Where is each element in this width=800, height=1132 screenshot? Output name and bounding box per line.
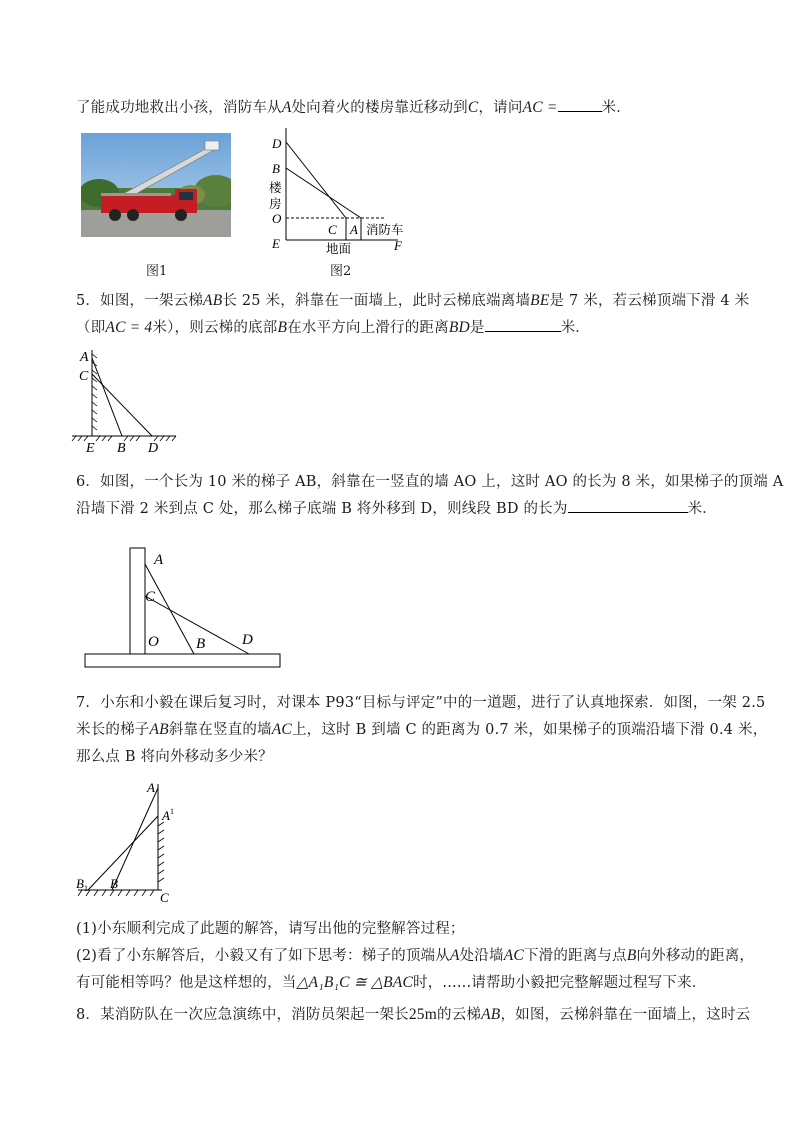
q5-text: 米． (560, 320, 590, 336)
label-a: A (350, 222, 358, 237)
q5-text: 是 7 米，若云梯顶端下滑 4 米 (549, 293, 750, 309)
var-ac: AC (271, 721, 292, 738)
svg-text:O: O (148, 634, 159, 650)
svg-text:A: A (147, 780, 155, 795)
q4-text: 处向着火的楼房靠近移动到 (291, 100, 468, 116)
q5-line1 (76, 289, 749, 310)
q7-line1: 7．小东和小毅在课后复习时，对课本 P93“目标与评定”中的一道题，进行了认真地探索．如图，一架 2.5 (76, 695, 766, 711)
q5-text: 米），则云梯的底部 (152, 320, 278, 336)
q8-text: 8．某消防队在一次应急演练中，消防员架起一架长 (76, 1007, 409, 1023)
q5-text: 在水平方向上滑行的距离 (287, 320, 449, 336)
var-ab: AB (481, 1006, 501, 1023)
fire-truck-photo (81, 133, 231, 237)
var-b: B (277, 319, 288, 336)
q4-text: ，请问 (478, 100, 523, 116)
svg-text:B1: $B_1$ (76, 876, 88, 893)
q5-text: 长 25 米，斜靠在一面墙上，此时云梯底端离墙 (222, 293, 531, 309)
svg-text:D: D (148, 441, 159, 456)
var-b: B (626, 947, 637, 964)
q7-text: (2)看了小东解答后，小毅又有了如下思考：梯子的顶端从 (76, 948, 450, 964)
q7-text: 斜靠在竖直的墙 (168, 722, 272, 738)
q7-text: 下滑的距离与点 (523, 948, 627, 964)
label-truck: 消防车 (366, 222, 404, 237)
label-b: B (272, 161, 280, 176)
q7-text: 有可能相等吗？他是这样想的，当 (76, 975, 297, 991)
svg-text:C: C (145, 589, 156, 605)
length-value: 25m (408, 1006, 437, 1023)
q7-text: 处沿墙 (459, 948, 504, 964)
label-c: C (328, 222, 337, 237)
label-f: F (394, 238, 402, 253)
var-a: A (449, 947, 460, 964)
q5-line2 (76, 316, 590, 337)
label-ground: 地面 (326, 241, 352, 254)
var-bd: BD (448, 319, 470, 336)
fig2-diagram (266, 124, 416, 254)
q6-line1: 6．如图，一个长为 10 米的梯子 AB，斜靠在一竖直的墙 AO 上，这时 AO 的长为 8 米，如果梯子的顶端 A (76, 474, 784, 490)
svg-text:E: E (86, 441, 95, 456)
var-ab: AB (149, 721, 169, 738)
q7-sub2-line1 (76, 944, 754, 965)
q7-text: 米长的梯子 (76, 722, 150, 738)
q8-text: ，如图，云梯斜靠在一面墙上，这时云 (500, 1007, 751, 1023)
q4-text: 了能成功地救出小孩，消防车从 (76, 100, 282, 116)
var-ac: AC (503, 947, 524, 964)
q7-text: 时，......请帮助小毅把完整解题过程写下来． (413, 975, 707, 991)
var-ab: AB (203, 292, 223, 309)
var-be: BE (530, 292, 550, 309)
label-d: D (272, 136, 282, 151)
q7-diagram (72, 776, 182, 906)
q5-text: （即 (76, 320, 106, 336)
q8-text: 的云梯 (437, 1007, 482, 1023)
q5-text: 是 (469, 320, 485, 336)
svg-text:B: B (110, 876, 118, 891)
svg-text:B: B (196, 636, 206, 652)
q6-text: 沿墙下滑 2 米到点 C 处，那么梯子底端 B 将外移到 D，则线段 BD 的长为 (76, 501, 568, 517)
q8-line1 (76, 1003, 750, 1024)
q7-text: 上，这时 B 到墙 C 的距离为 0.7 米，如果梯子的顶端沿墙下滑 0.4 米， (291, 722, 768, 738)
answer-blank (558, 97, 602, 112)
svg-text:A: A (80, 350, 89, 365)
q7-sub2-line2 (76, 971, 706, 992)
q7-sub1: (1)小东顺利完成了此题的解答，请写出他的完整解答过程； (76, 921, 465, 937)
var-a: A (281, 99, 292, 116)
q6-text: 米． (687, 501, 717, 517)
svg-text:A: A (154, 552, 164, 568)
q6-diagram (84, 542, 284, 672)
svg-text:C: C (160, 890, 169, 905)
q7-line3: 那么点 B 将向外移动多少米？ (76, 749, 273, 765)
label-building-2: 房 (269, 196, 282, 211)
expr-ac4: AC = 4 (105, 319, 153, 336)
svg-text:D: D (242, 632, 253, 648)
answer-blank (485, 317, 561, 332)
svg-text:C: C (79, 369, 89, 384)
var-c: C (467, 99, 479, 116)
svg-text:B: B (117, 441, 126, 456)
q7-line2 (76, 718, 767, 739)
expr-congruence: △A₁B₁C ≅ △BAC (296, 974, 414, 991)
q5-diagram (70, 344, 180, 456)
q4-line1 (76, 96, 631, 117)
q4-text: 米． (601, 100, 631, 116)
svg-text:A1: $A^1$ (162, 807, 174, 823)
q7-text: 向外移动的距离， (636, 948, 755, 964)
label-o: O (272, 211, 282, 226)
fig1-caption: 图1 (146, 264, 168, 279)
label-building-1: 楼 (269, 180, 282, 195)
fig2-caption: 图2 (330, 264, 352, 279)
q5-text: 5．如图，一架云梯 (76, 293, 204, 309)
answer-blank (568, 498, 688, 513)
q6-line2 (76, 497, 717, 518)
label-e: E (272, 236, 280, 251)
expr-ac: AC = (522, 99, 558, 116)
